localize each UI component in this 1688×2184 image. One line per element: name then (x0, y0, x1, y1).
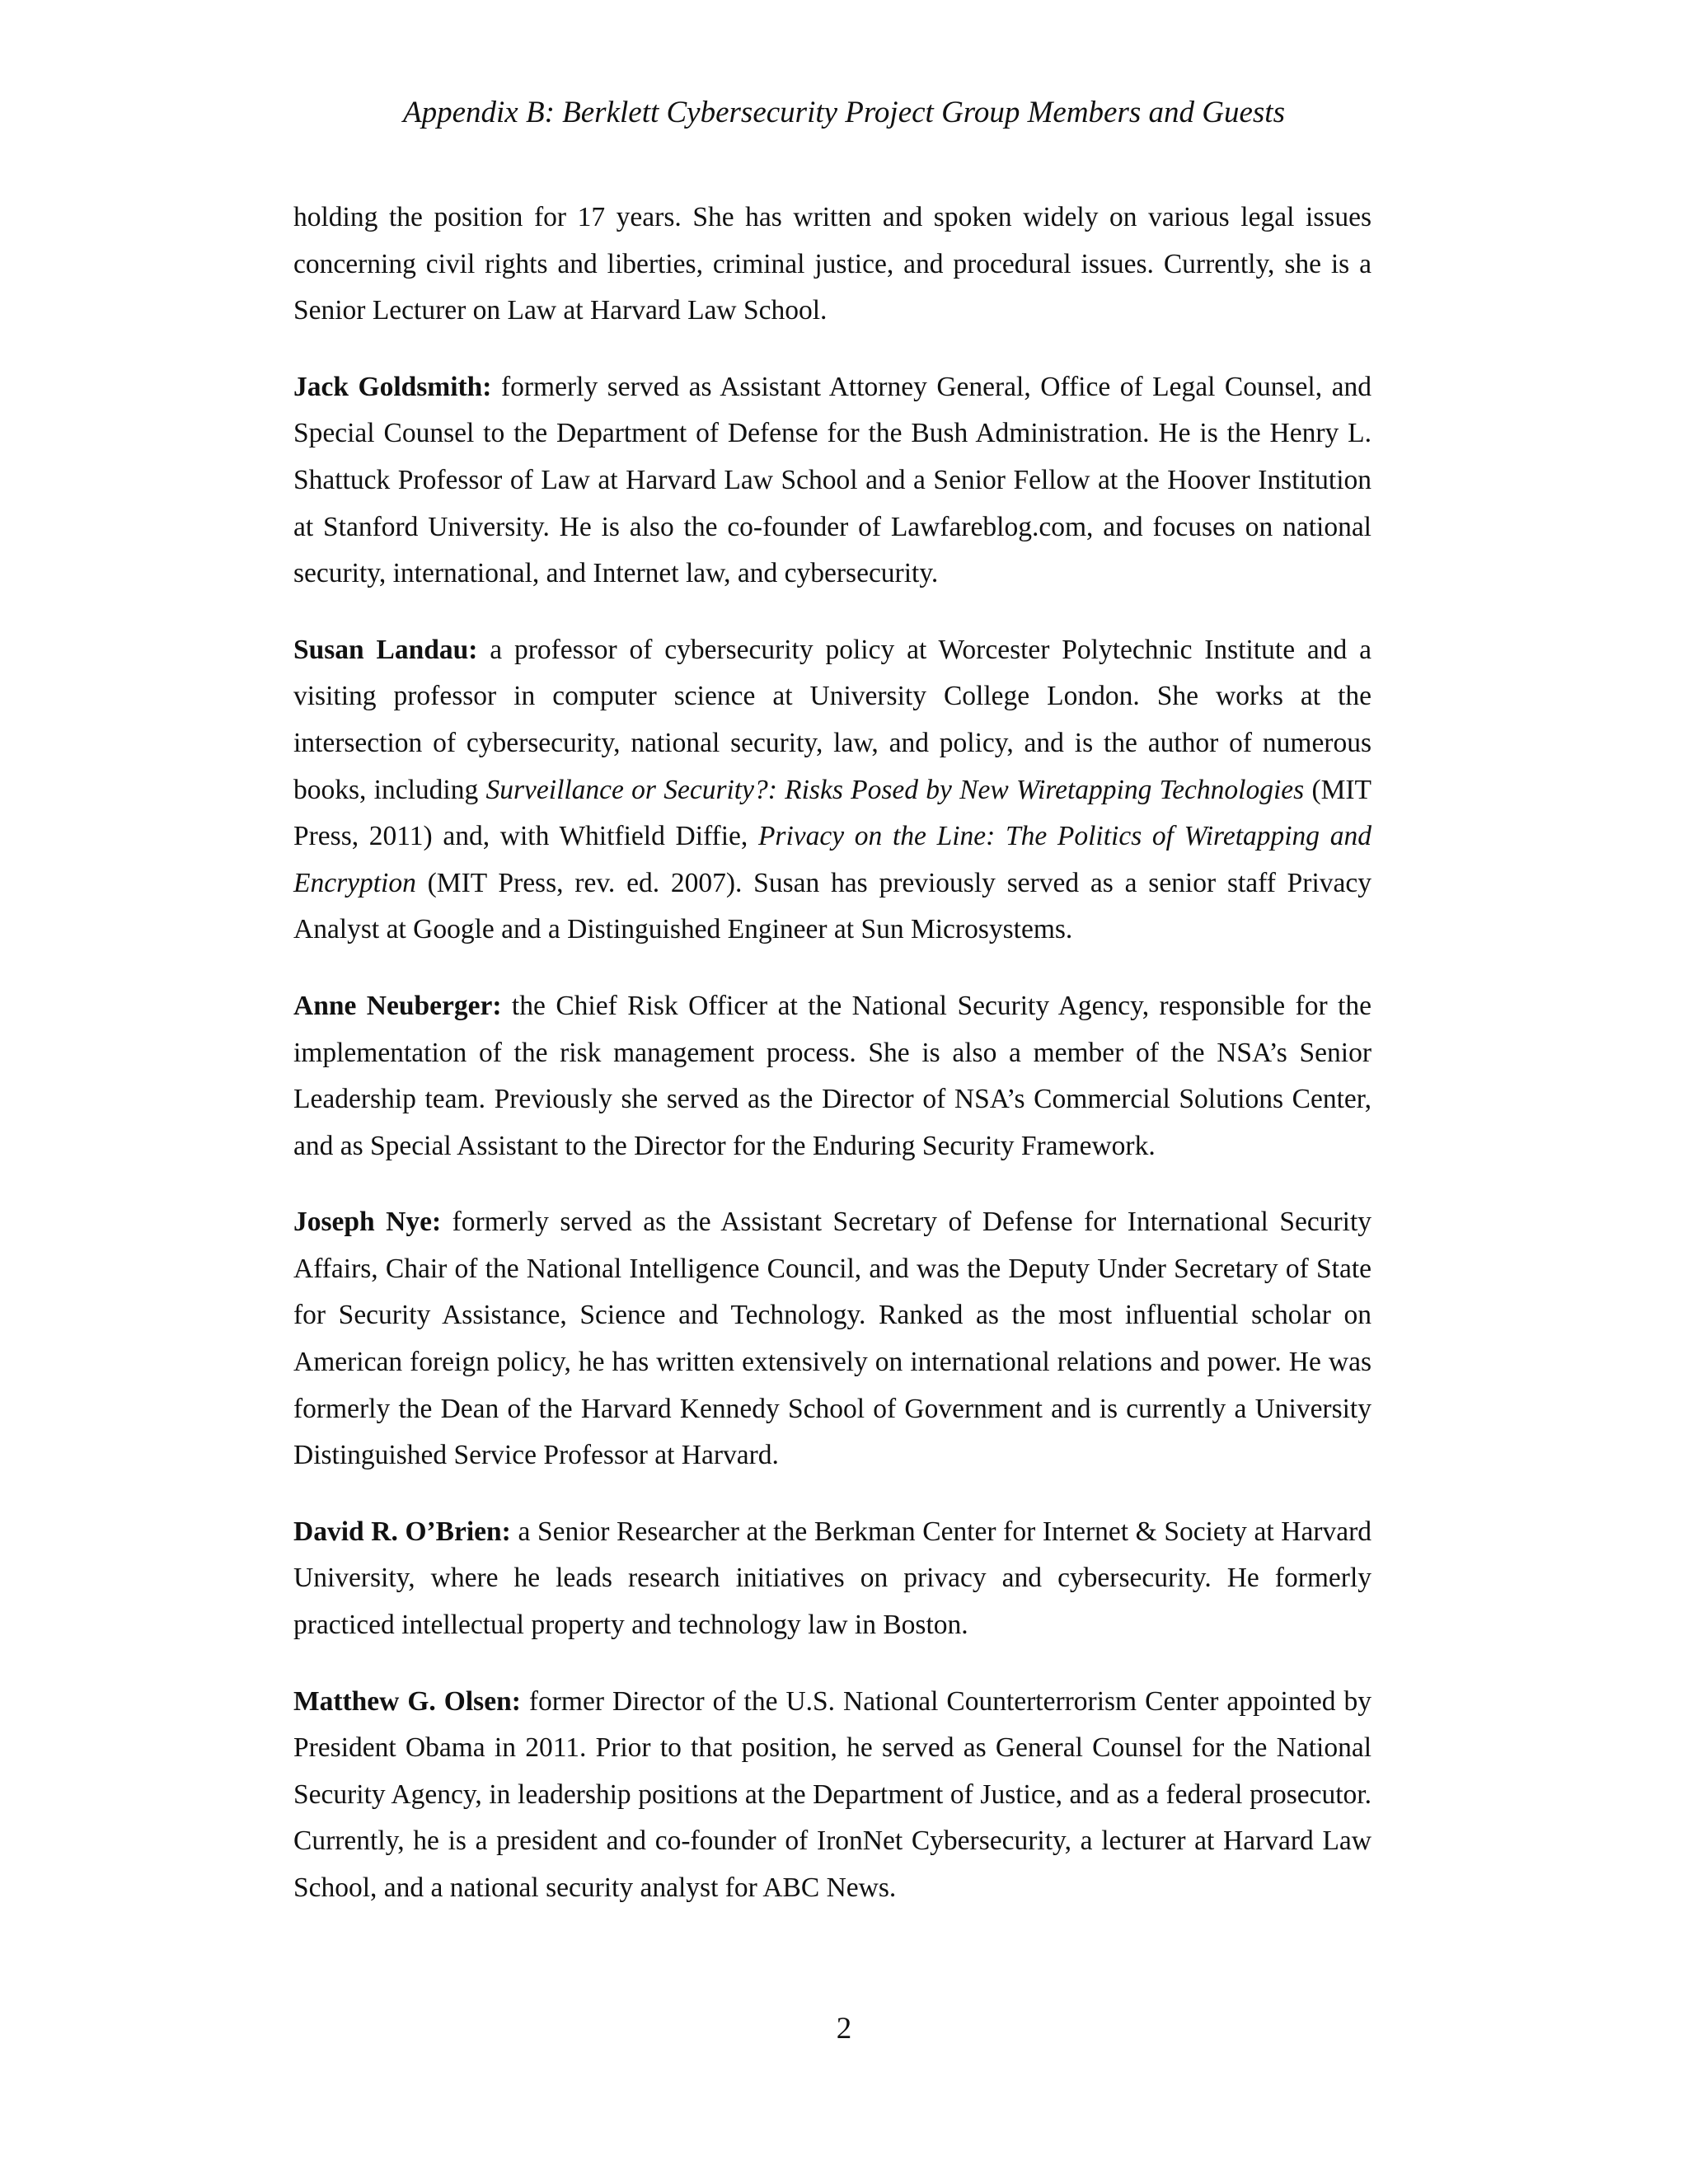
bio-david-obrien (293, 1509, 1372, 1649)
bio-text: (MIT Press, 2011) and, with Whitfield Diffie, (293, 774, 1372, 852)
page-number: 2 (836, 2012, 852, 2046)
bio-name: Joseph Nye: (293, 1207, 442, 1238)
bio-text: (MIT Press, rev. ed. 2007). Susan has previously served as a senior staff Privacy Analyst at Google and a Distinguished Engineer at Sun Microsystems. (293, 867, 1372, 945)
bio-text: formerly served as the Assistant Secretary of Defense for International Security Affairs, Chair of the National Intelligence Council, and was the Deputy Under Secretary of State for Security Assistance, Science and Technology. Ranked as the most influential scholar on American foreign policy, he has written extensively on international relations and power. He was formerly the Dean of the Harvard Kennedy School of Government and is currently a University Distinguished Service Professor at Harvard. (293, 1207, 1372, 1471)
bio-jack-goldsmith (293, 364, 1372, 598)
running-header: Appendix B: Berklett Cybersecurity Project Group Members and Guests (403, 96, 1285, 129)
bio-name: Matthew G. Olsen: (293, 1685, 521, 1717)
bio-text: a professor of cybersecurity policy at Worcester Polytechnic Institute and a visiting professor in computer science at University College London. She works at the intersection of cybersecurity, national security, law, and policy, and is the author of numerous books, including (293, 634, 1372, 805)
bio-name: David R. O’Brien: (293, 1516, 511, 1547)
bio-name: Jack Goldsmith: (293, 371, 492, 402)
book-title: Privacy on the Line: The Politics of Wiretapping and Encryption (293, 821, 1372, 898)
bio-name: Susan Landau: (293, 634, 478, 665)
bio-matthew-olsen (293, 1679, 1372, 1912)
bio-susan-landau (293, 627, 1372, 954)
bio-text: former Director of the U.S. National Counterterrorism Center appointed by President Obama in 2011. Prior to that position, he served as General Counsel for the National Security Agency, in leadership positions at the Department of Justice, and as a federal prosecutor. Currently, he is a president and co-founder of IronNet Cybersecurity, a lecturer at Harvard Law School, and a national security analyst for ABC News. (293, 1685, 1372, 1903)
bio-anne-neuberger (293, 983, 1372, 1169)
bio-text: the Chief Risk Officer at the National Security Agency, responsible for the implementation of the risk management process. She is also a member of the NSA’s Senior Leadership team. Previously she served as the Director of NSA’s Commercial Solutions Center, and as Special Assistant to the Director for the Enduring Security Framework. (293, 990, 1372, 1161)
bio-joseph-nye (293, 1199, 1372, 1479)
bio-text: a Senior Researcher at the Berkman Center for Internet & Society at Harvard University, where he leads research initiatives on privacy and cybersecurity. He formerly practiced intellectual property and technology law in Boston. (293, 1516, 1372, 1641)
document-body (293, 194, 1372, 1942)
bio-text: formerly served as Assistant Attorney General, Office of Legal Counsel, and Special Counsel to the Department of Defense for the Bush Administration. He is the Henry L. Shattuck Professor of Law at Harvard Law School and a Senior Fellow at the Hoover Institution at Stanford University. He is also the co-founder of Lawfareblog.com, and focuses on national security, international, and Internet law, and cybersecurity. (293, 371, 1372, 589)
bio-name: Anne Neuberger: (293, 990, 502, 1021)
continued-paragraph: holding the position for 17 years. She has written and spoken widely on various legal issues concerning civil rights and liberties, criminal justice, and procedural issues. Currently, she is a Senior Lecturer on Law at Harvard Law School. (293, 202, 1372, 326)
book-title: Surveillance or Security?: Risks Posed by New Wiretapping Technologies (485, 774, 1305, 805)
